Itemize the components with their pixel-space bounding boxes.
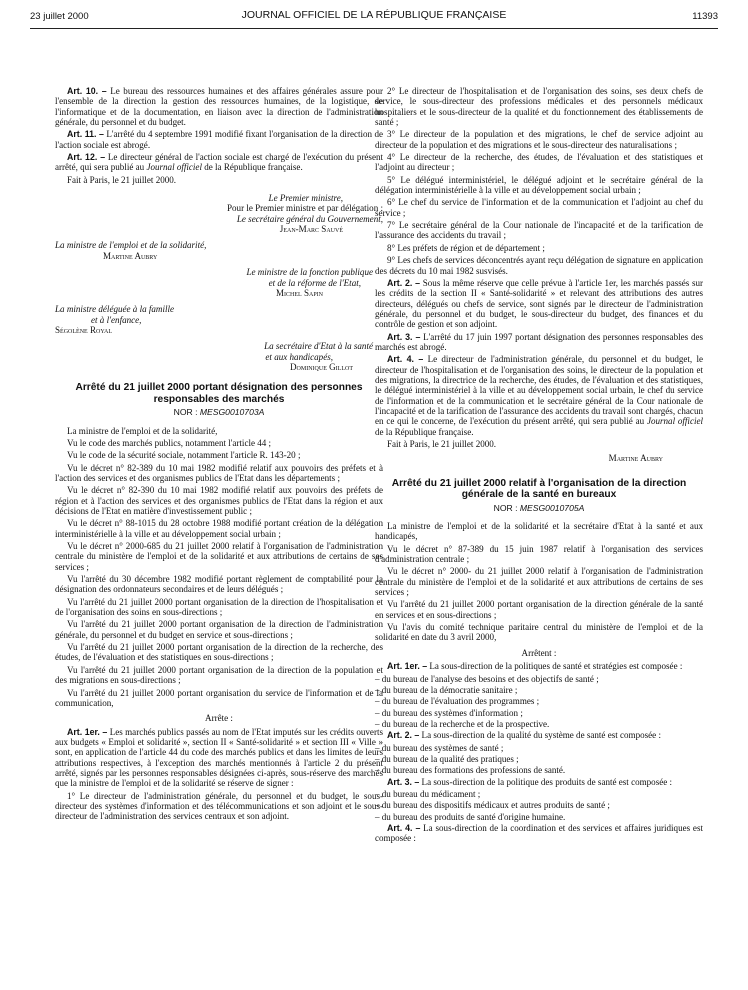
page-header [30,9,718,25]
para: Vu l'arrêté du 21 juillet 2000 portant organisation du service de l'information et de la communication, [55,687,383,708]
nor-2: NOR : MESG0010703A [173,407,265,418]
para: La ministre de l'emploi et de la solidarité et la secrétaire d'Etat à la santé et aux handicapés, [375,521,703,542]
sig1-line3: Le secrétaire général du Gouvernement, [236,213,383,224]
item: 7° Le secrétaire général de la Cour nationale de l'incapacité et de la tarification de l'assurance des accidents du travail ; [375,220,703,241]
list-item: – du bureau de l'évaluation des programmes ; [375,696,540,707]
item: 8° Les préfets de région et de département ; [387,242,545,253]
para: Vu le décret n° 88-1015 du 28 octobre 1988 modifié portant création de la délégation interministérielle à la ville et au développement social urbain ; [55,518,383,539]
fait-a-paris: Fait à Paris, le 21 juillet 2000. [387,439,497,449]
sig3-role2: et de la réforme de l'Etat, [268,277,361,288]
article-11: Art. 11. – L'arrêté du 4 septembre 1991 modifié fixant l'organisation de la direction de l'action sociale est abrogé. [55,129,383,150]
sig1-line2: Pour le Premier ministre et par délégation : [226,203,383,214]
item: 4° Le directeur de la recherche, des études, de l'évaluation et des statistiques et l'adjoint au directeur ; [375,152,703,173]
item-1: 1° Le directeur de l'administration générale, du personnel et du budget, le sous-directeur des systèmes d'information et des télécommunications et son adjoint et le sous-directeur de l'administration des services centraux et son adjoint. [55,790,383,822]
item: 6° Le chef du service de l'information et de la communication et l'adjoint au chef du service ; [375,197,703,218]
left-column [55,86,383,824]
article-4: Art. 4. – Le directeur de l'administration générale, du personnel et du budget, le directeur de l'hospitalisation et de l'organisation des soins, le directeur de la population et des migrations, la directrice de la recherche, des études, de l'évaluation et des statistiques, le délégué interministériel à la ville et au développement social urbain, le chef du service de l'information et de la communication et le secrétaire général de la Cour nationale de l'incapacité et de la tarification de l'assurance des accidents du travail sont chargés, chacun en ce qui le concerne, de l'exécution du présent arrêté, qui sera publié au Journal officiel de la République française. [375,354,704,437]
sig3-name: Michel Sapin [275,287,323,298]
sig5-name: Dominique Gillot [290,361,353,372]
arrete-title-2: Arrêté du 21 juillet 2000 portant désignation des personnes responsables des marchés [75,382,363,405]
sig2-role: La ministre de l'emploi et de la solidarité, [55,240,207,251]
signature-name: Martine Aubry [608,453,663,464]
arrete-label: Arrête : [205,713,233,724]
para: Vu le décret n° 2000- du 21 juillet 2000 relatif à l'organisation de l'administration centrale du ministère de l'emploi et de la solidarité et aux attributions de certains de ses services ; [375,566,703,598]
dgs-article-3: Art. 3. – La sous-direction de la politique des produits de santé est composée : [387,776,673,787]
sig1-role: Le Premier ministre, [268,193,343,204]
arretent-label: Arrêtent : [521,647,557,658]
item: 2° Le directeur de l'hospitalisation et de l'organisation des soins, ses deux chefs de service, le sous-directeur des professions médicales et des personnels médicaux hospitaliers et le sous-directeur de la qualité et du fonctionnement des établissements de santé ; [375,86,703,128]
nor-3: NOR : MESG0010705A [493,502,585,513]
para: Vu l'arrêté du 30 décembre 1982 modifié portant règlement de comptabilité pour la désignation des ordonnateurs secondaires et de leurs délégués ; [55,574,383,595]
item: 3° Le directeur de la population et des migrations, le chef de service adjoint au directeur de la population et des migrations et le sous-directeur des naturalisations ; [375,129,703,150]
list-item: – du bureau de la démocratie sanitaire ; [375,684,518,695]
fait-a-paris: Fait à Paris, le 21 juillet 2000. [67,174,177,185]
sig5-role2: et aux handicapés, [265,351,333,362]
page-number: 11393 [692,11,718,22]
sig4-role1: La ministre déléguée à la famille [55,304,175,315]
list-item: – du bureau des dispositifs médicaux et autres produits de santé ; [375,800,610,811]
para: Vu le décret n° 82-389 du 10 mai 1982 modifié relatif aux pouvoirs des préfets et à l'action des services et des organismes publics de l'Etat dans les départements ; [55,462,383,483]
list-item: – du bureau de la recherche et de la prospective. [375,718,550,729]
item: 9° Les chefs de services déconcentrés ayant reçu délégation de signature en application des décrets du 10 mai 1982 susvisés. [375,255,703,276]
dgs-article-4: Art. 4. – La sous-direction de la coordination et des services et affaires juridiques est composée : [375,822,703,844]
list-item: – du bureau des systèmes de santé ; [375,742,504,753]
sig1-name: Jean-Marc Sauvé [279,224,343,235]
para: Vu le code des marchés publics, notamment l'article 44 ; [67,437,272,448]
list-item: – du bureau des systèmes d'information ; [375,707,523,718]
sig3-role1: Le ministre de la fonction publique [246,267,373,278]
para: Vu l'arrêté du 21 juillet 2000 portant organisation de la direction de l'administration générale, du personnel et du budget en service et sous-directions ; [55,619,383,640]
sig2-name: Martine Aubry [103,250,158,261]
sig5-role1: La secrétaire d'Etat à la santé [264,341,373,352]
header-rule [30,28,718,29]
para: Vu l'arrêté du 21 juillet 2000 portant organisation de la direction de la population et des migrations en sous-directions ; [55,664,383,686]
article-10: Art. 10. – Le bureau des ressources humaines et des affaires générales assure pour l'ensemble de la direction la gestion des ressources humaines, de la logistique, de l'informatique et de la documentation, en liaison avec la direction de l'administration générale, du personnel et du budget. [55,86,383,128]
item: 5° Le délégué interministériel, le délégué adjoint et le secrétaire général de la délégation interministérielle à la ville et au développement social urbain ; [375,174,703,196]
para: Vu le décret n° 87-389 du 15 juin 1987 relatif à l'organisation des services d'administration centrale ; [375,543,703,565]
para: Vu l'arrêté du 21 juillet 2000 portant organisation de la direction de la recherche, des études, de l'évaluation et des statistiques en sous-directions ; [55,642,383,663]
article-12: Art. 12. – Le directeur général de l'action sociale est chargé de l'exécution du présent arrêté, qui sera publié au Journal officiel de la République française. [55,152,384,173]
article-1: Art. 1er. – Les marchés publics passés au nom de l'Etat imputés sur les crédits ouverts aux budgets « Emploi et solidarité », section II « Santé-solidarité » et section III « Ville » sont, en application de l'article 44 du code des marchés publics et dans les limites de leurs attributions respectives, à l'exception des marchés mentionnés à l'article 2 du présent arrêté, signés par les personnes responsables désignées ci-après, sous-réserve des marchés que la ministre de l'emploi et de la solidarité se réserve de signer : [55,726,383,789]
header-date: 23 juillet 2000 [30,11,89,22]
dgs-article-1: Art. 1er. – La sous-direction de la politiques de santé et stratégies est composée : [387,661,683,672]
journal-title: JOURNAL OFFICIEL DE LA RÉPUBLIQUE FRANÇAISE [241,9,507,21]
sig4-role2: et à l'enfance, [91,314,142,325]
para: Vu le code de la sécurité sociale, notamment l'article R. 143-20 ; [67,450,301,461]
dgs-article-2: Art. 2. – La sous-direction de la qualité du système de santé est composée : [387,730,661,741]
list-item: – du bureau du médicament ; [375,788,481,799]
arrete-title-3: Arrêté du 21 juillet 2000 relatif à l'organisation de la direction générale de la santé en bureaux [391,477,687,501]
list-item: – du bureau de la qualité des pratiques ; [375,753,519,764]
list-item: – du bureau des formations des professions de santé. [375,765,566,776]
list-item: – du bureau de l'analyse des besoins et des objectifs de santé ; [375,673,599,684]
para: Vu l'arrêté du 21 juillet 2000 portant organisation de la direction de l'hospitalisation et de l'organisation des soins en sous-directions ; [55,596,383,618]
para: Vu l'arrêté du 21 juillet 2000 portant organisation de la direction générale de la santé en services et en sous-directions ; [375,599,703,620]
sig4-name: Ségolène Royal [55,324,112,335]
right-column [375,86,703,846]
para: Vu le décret n° 2000-685 du 21 juillet 2000 relatif à l'organisation de l'administration centrale du ministère de l'emploi et de la solidarité et aux attributions de certains de ses services ; [55,541,383,572]
para: La ministre de l'emploi et de la solidarité, [67,425,218,436]
article-3: Art. 3. – L'arrêté du 17 juin 1997 portant désignation des personnes responsables des marchés est abrogé. [375,331,703,352]
list-item: – du bureau des produits de santé d'origine humaine. [375,811,566,822]
para: Vu l'avis du comité technique paritaire central du ministère de l'emploi et de la solidarité en date du 3 avril 2000, [375,622,703,643]
article-2: Art. 2. – Sous la même réserve que celle prévue à l'article 1er, les marchés passés sur les crédits de la section II « Santé-solidarité » et relevant des attributions des autres directeurs, délégués ou chefs de service, sont signés par le directeur de l'administration générale, du personnel et du budget, le sous-directeur du budget, des finances et du contrôle de gestion et son adjoint. [375,277,704,330]
para: Vu le décret n° 82-390 du 10 mai 1982 modifié relatif aux pouvoirs des préfets de région et à l'action des services et des organismes publics de l'Etat dans la région et aux décisions de l'Etat en matière d'investissement public ; [55,485,383,516]
